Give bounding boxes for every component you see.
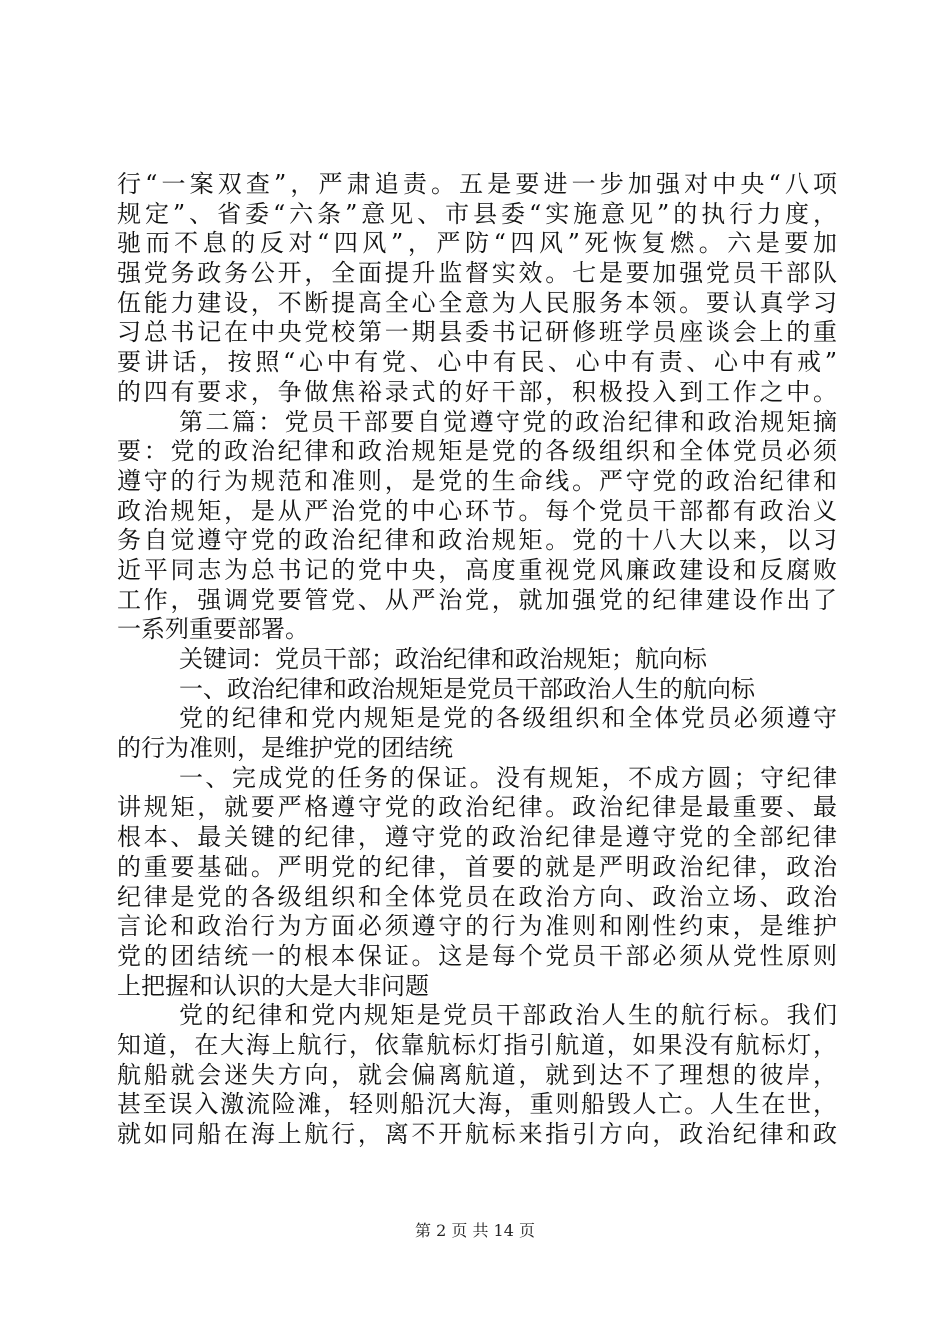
text-line: 要讲话，按照“心中有党、心中有民、心中有责、心中有戒”	[117, 348, 837, 377]
text-line: 一系列重要部署。	[117, 615, 309, 644]
text-line: 强党务政务公开，全面提升监督实效。七是要加强党员干部队	[117, 259, 837, 288]
text-line: 工作，强调党要管党、从严治党，就加强党的纪律建设作出了	[117, 585, 837, 614]
text-line: 纪律是党的各级组织和全体党员在政治方向、政治立场、政治	[117, 882, 837, 911]
text-line: 言论和政治行为方面必须遵守的行为准则和刚性约束，是维护	[117, 912, 837, 941]
text-line: 政治规矩，是从严治党的中心环节。每个党员干部都有政治义	[117, 496, 837, 525]
text-line: 党的纪律和党内规矩是党的各级组织和全体党员必须遵守	[179, 704, 837, 733]
text-line: 党的团结统一的根本保证。这是每个党员干部必须从党性原则	[117, 941, 837, 970]
text-line: 讲规矩，就要严格遵守党的政治纪律。政治纪律是最重要、最	[117, 793, 837, 822]
body-text	[117, 170, 837, 1150]
text-line: 的四有要求，争做焦裕录式的好干部，积极投入到工作之中。	[117, 377, 837, 406]
text-line: 的行为准则，是维护党的团结统	[117, 734, 453, 763]
text-line: 行“一案双查”，严肃追责。五是要进一步加强对中央“八项	[117, 170, 837, 198]
text-line: 习总书记在中央党校第一期县委书记研修班学员座谈会上的重	[117, 318, 837, 347]
text-line: 规定”、省委“六条”意见、市县委“实施意见”的执行力度，	[117, 199, 837, 228]
text-line: 务自觉遵守党的政治纪律和政治规矩。党的十八大以来，以习	[117, 526, 837, 555]
text-line: 驰而不息的反对“四风”，严防“四风”死恢复燃。六是要加	[117, 229, 837, 258]
text-line: 一、完成党的任务的保证。没有规矩，不成方圆；守纪律	[179, 763, 837, 792]
subheading-line: 一、政治纪律和政治规矩是党员干部政治人生的航向标	[179, 674, 755, 703]
section-heading-line: 第二篇：党员干部要自觉遵守党的政治纪律和政治规矩摘	[179, 407, 837, 436]
text-line: 的重要基础。严明党的纪律，首要的就是严明政治纪律，政治	[117, 852, 837, 881]
keywords-line: 关键词：党员干部；政治纪律和政治规矩；航向标	[179, 645, 707, 673]
text-line: 就如同船在海上航行，离不开航标来指引方向，政治纪律和政	[117, 1120, 837, 1148]
text-line: 上把握和认识的大是大非问题	[117, 971, 429, 1000]
text-line: 近平同志为总书记的党中央，高度重视党风廉政建设和反腐败	[117, 555, 837, 584]
text-line: 知道，在大海上航行，依靠航标灯指引航道，如果没有航标灯，	[117, 1030, 837, 1059]
text-line: 伍能力建设，不断提高全心全意为人民服务本领。要认真学习	[117, 288, 837, 317]
text-line: 甚至误入激流险滩，轻则船沉大海，重则船毁人亡。人生在世，	[117, 1090, 837, 1119]
text-line: 党的纪律和党内规矩是党员干部政治人生的航行标。我们	[179, 1001, 837, 1030]
text-line: 根本、最关键的纪律，遵守党的政治纪律是遵守党的全部纪律	[117, 823, 837, 852]
text-line: 要：党的政治纪律和政治规矩是党的各级组织和全体党员必须	[117, 437, 837, 466]
text-line: 遵守的行为规范和准则，是党的生命线。严守党的政治纪律和	[117, 466, 837, 495]
page-number-footer: 第 2 页 共 14 页	[415, 1221, 535, 1240]
text-line: 航船就会迷失方向，就会偏离航道，就到达不了理想的彼岸，	[117, 1060, 837, 1089]
